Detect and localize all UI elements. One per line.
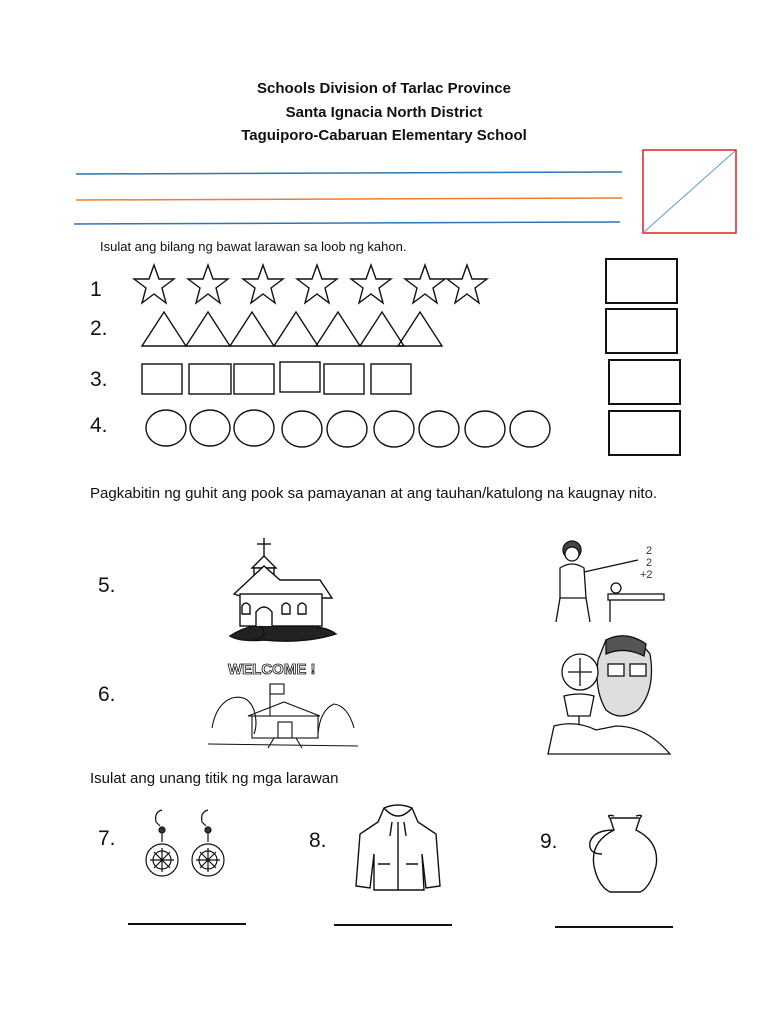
header-division: Schools Division of Tarlac Province [257,80,511,97]
welcome-sign: WELCOME ! [228,661,316,678]
star-icon [134,265,174,303]
school-building-icon[interactable] [208,654,360,750]
priest-icon[interactable] [546,630,672,754]
item-number-6: 6. [98,683,116,706]
star-icon [297,265,337,303]
svg-text:2: 2 [646,545,653,557]
header-district: Santa Ignacia North District [285,104,483,121]
section3-instruction: Isulat ang unang titik ng mga larawan [90,770,339,787]
answer-box-1[interactable] [605,258,678,304]
vase-icon [584,814,664,894]
item-number-9: 9. [540,830,558,853]
answer-blank-8[interactable] [334,924,452,926]
item-number-1: 1 [90,278,102,301]
circle-icon [465,411,505,447]
teacher-icon[interactable] [550,538,668,622]
triangle-icon [274,312,318,346]
earrings-icon [146,808,236,884]
item-number-4: 4. [90,414,108,437]
triangle-icon [230,312,274,346]
circle-icon [374,411,414,447]
item-number-5: 5. [98,574,116,597]
triangle-icon [186,312,230,346]
square-icon [189,364,231,394]
header-school: Taguiporo-Cabaruan Elementary School [241,127,527,144]
answer-box-4[interactable] [608,410,681,456]
square-icon [371,364,411,394]
svg-text:2: 2 [646,557,653,569]
triangle-icon [360,312,404,346]
score-box[interactable] [642,149,738,235]
triangle-icon [142,312,186,346]
stars-row [128,264,498,308]
svg-text:+2: +2 [640,569,653,581]
item-number-3: 3. [90,368,108,391]
answer-box-2[interactable] [605,308,678,354]
answer-blank-9[interactable] [555,926,673,928]
circle-icon [146,410,186,446]
triangle-icon [398,312,442,346]
circles-row [144,408,554,452]
jacket-icon [354,804,442,894]
square-icon [324,364,364,394]
section2-instruction: Pagkabitin ng guhit ang pook sa pamayanan at ang tauhan/katulong na kaugnay nito. [90,485,658,502]
section1-instruction: Isulat ang bilang ng bawat larawan sa loob ng kahon. [100,239,407,254]
circle-icon [327,411,367,447]
item-number-8: 8. [309,829,327,852]
item-number-2: 2. [90,317,108,340]
triangles-row [140,308,450,352]
triangle-icon [316,312,360,346]
circle-icon [510,411,550,447]
circle-icon [190,410,230,446]
star-icon [188,265,228,303]
square-icon [280,362,320,392]
square-icon [142,364,182,394]
item-number-7: 7. [98,827,116,850]
circle-icon [282,411,322,447]
circle-icon [234,410,274,446]
squares-row [140,360,420,400]
church-icon[interactable] [224,536,340,642]
answer-blank-7[interactable] [128,923,246,925]
circle-icon [419,411,459,447]
star-icon [351,265,391,303]
square-icon [234,364,274,394]
star-icon [405,265,445,303]
answer-box-3[interactable] [608,359,681,405]
star-icon [243,265,283,303]
star-icon [447,265,487,303]
